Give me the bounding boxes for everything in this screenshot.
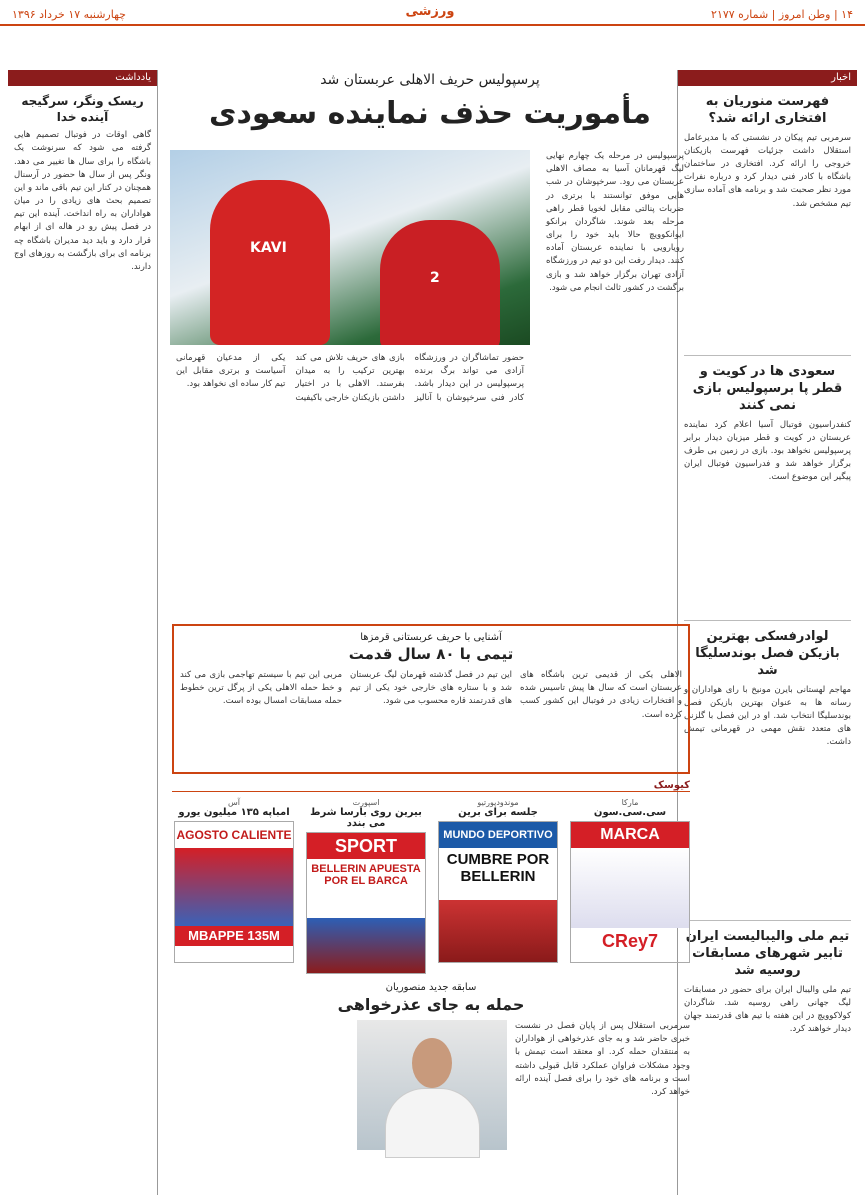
cover-label: مارکا [621, 798, 639, 807]
cover-masthead: AGOSTO CALIENTE [175, 822, 293, 848]
divider [684, 920, 851, 921]
portrait-body [385, 1088, 480, 1158]
divider [684, 355, 851, 356]
cover-title: جلسه برای برین [458, 807, 538, 818]
news-section-label: اخبار [678, 70, 857, 86]
box-columns [180, 669, 682, 722]
main-title: مأموریت حذف نماینده سعودی [209, 96, 651, 131]
box-kicker: آشنایی با حریف عربستانی قرمزها [360, 632, 502, 643]
main-text-column [540, 150, 690, 620]
cover-photo [175, 848, 293, 926]
opinion-title: ریسک ونگر، سرگیجه آینده خدا [21, 94, 144, 124]
boxed-story [172, 624, 690, 774]
main-kicker: پرسپولیس حریف الاهلی عربستان شد [320, 72, 540, 88]
cover-image [306, 832, 426, 974]
cover-label: موندودپورتیو [477, 798, 519, 807]
story4-title: تیم ملی والیبالیست ایران تابیر شهرهای مسابقات روسیه شد [685, 929, 850, 978]
story2-title: سعودی ها در کویت و قطر پا برسپولیس بازی نمی کنند [692, 364, 843, 413]
jersey-text: KAVI [250, 240, 287, 256]
player-figure [210, 180, 330, 345]
opinion-text: گاهی اوقات در فوتبال تصمیم هایی گرفته می شود که سرنوشت یک باشگاه را برای سال ها تغییر می دهد. ونگر پس از سال ها حضور در آرسنال همچنان در کنار این تیم باقی ماند و این تصمیم بحث های زیادی را در میان هواداران به راه انداخت. آینده این تیم در فصل پیش رو در هاله ای از ابهام قرار دارد و باید دید مدیران باشگاه چه برنامه ای برای بازگشت به روزهای اوج دارند. [14, 130, 151, 272]
bottom-text: سرمربی استقلال پس از پایان فصل در نشست خبری حاضر شد و به جای عذرخواهی از هواداران به منتقدان حمله کرد. او معتقد است تیمش با وجود مشکلات فراوان عملکرد قابل قبولی داشته است و برنامه های خود را برای فصل آینده ارائه خواهد کرد. [515, 1021, 690, 1097]
cover-title: امباپه ۱۳۵ میلیون یورو [178, 807, 290, 818]
cover-image [570, 821, 690, 963]
page-date: چهارشنبه ۱۷ خرداد ۱۳۹۶ [12, 8, 126, 21]
cover-headline: CUMBRE POR BELLERIN [446, 851, 550, 885]
page-header [0, 0, 865, 62]
cover-masthead: SPORT [307, 833, 425, 859]
cover-headline: CRey7 [601, 931, 659, 951]
bottom-title: حمله به جای عذرخواهی [337, 995, 525, 1014]
player-figure [380, 220, 500, 345]
main-text-bottom [170, 352, 530, 620]
cover-headline: MBAPPE 135M [175, 926, 293, 946]
portrait-face [412, 1038, 452, 1088]
jersey-text: 2 [430, 270, 440, 286]
cover-label: اسپورت [352, 798, 380, 807]
cover-headline: BELLERIN APUESTA POR EL BARCA [307, 859, 425, 887]
header-rule [0, 24, 865, 26]
cover-image [438, 821, 558, 963]
divider [684, 620, 851, 621]
story2-text: کنفدراسیون فوتبال آسیا اعلام کرد نماینده عربستان در کویت و قطر میزبان دیدار برابر پرسپولیس نخواهد بود. بازی در زمین بی طرف برگزار خواهد شد و فدراسیون فوتبال ایران پیگیر این موضوع است. [684, 419, 851, 483]
box-col: الاهلی یکی از قدیمی ترین باشگاه های عربستان است که سال ها پیش تاسیس شده و افتخارات زیادی در فوتبال این کشور کسب کرده است. [520, 670, 682, 720]
story4-text: تیم ملی والیبال ایران برای حضور در مسابقات لیگ جهانی راهی روسیه شد. شاگردان کولاکوویچ در این هفته با تیم های قدرتمند جهان دیدار خواهند کرد. [684, 984, 851, 1035]
cover-masthead: MARCA [571, 822, 689, 848]
coach-portrait [357, 1020, 507, 1150]
main-story-text: پرسپولیس در مرحله یک چهارم نهایی لیگ قهرمانان آسیا به مصاف الاهلی عربستان می رود. سرخپوشان در شب هایی موفق توانستند با برتری در ضربات پنالتی مقابل لخویا قطر راهی مرحله بعد شوند. شاگردان برانکو ایوانکوویچ حالا باید خود را برای رویارویی با نماینده عربستان آماده کنند. دیدار رفت این دو تیم در ورزشگاه آزادی تهران برگزار خواهد شد و بازی برگشت در کشور ثالث انجام می شود. [546, 151, 684, 293]
main-story-text-continued: حضور تماشاگران در ورزشگاه آزادی می تواند برگ برنده پرسپولیس در این دیدار باشد. کادر فنی سرخپوشان با آنالیز بازی های حریف تلاش می کند بهترین ترکیب را به میدان بفرستد. الاهلی با در اختیار داشتن بازیکنان خارجی باکیفیت یکی از مدعیان قهرمانی آسیاست و برتری مقابل این تیم کار ساده ای نخواهد بود. [176, 353, 524, 403]
section-logo: ورزشی [405, 4, 455, 19]
cover-photo [571, 848, 689, 928]
cover-as [174, 798, 294, 976]
cover-masthead: MUNDO DEPORTIVO [439, 822, 557, 848]
cover-title: سی.سی.سون [593, 807, 667, 818]
bottom-story [172, 982, 690, 1194]
cover-label: آس [228, 798, 240, 807]
main-photo [170, 150, 530, 345]
box-col: مربی این تیم با سیستم تهاجمی بازی می کند و خط حمله الاهلی یکی از پرگل ترین خطوط حمله مسابقات امسال بوده است. [180, 670, 342, 707]
kiosk-heading: کیوسک [172, 780, 690, 792]
story1-title: فهرست منوریان به افتخاری ارائه شد؟ [705, 94, 830, 126]
cover-sport [306, 798, 426, 976]
main-headline-block [170, 72, 690, 131]
cover-mundo [438, 798, 558, 976]
opinion-section-label: یادداشت [8, 70, 157, 86]
box-title: تیمی با ۸۰ سال قدمت [348, 645, 514, 663]
bottom-kicker: سابقه جدید منصوریان [385, 982, 477, 993]
news-column [677, 70, 857, 1195]
cover-photo [307, 918, 425, 973]
story3-title: لوادرفسکی بهترین بازیکن فصل بوندسلیگا شد [695, 629, 840, 678]
cover-image [174, 821, 294, 963]
cover-marca [570, 798, 690, 976]
page-number: ۱۴ | وطن امروز | شماره ۲۱۷۷ [711, 8, 853, 21]
box-col: این تیم در فصل گذشته قهرمان لیگ عربستان شد و با ستاره های خارجی خود یکی از تیم های قدرتمند قاره محسوب می شود. [350, 670, 512, 707]
cover-title: بیرین روی بارسا شرط می بندد [310, 807, 422, 829]
kiosk-section [172, 780, 690, 978]
cover-photo [439, 900, 557, 962]
story1-text: سرمربی تیم پیکان در نشستی که با مدیرعامل استقلال داشت جزئیات فهرست بازیکنان خروجی را ارائه کرد. افتخاری در ساختمان باشگاه با کادر فنی دیدار کرد و درباره نفرات مورد نظر صحبت شد و برنامه های آماده سازی تیم مشخص شد. [684, 132, 851, 209]
story3-text: مهاجم لهستانی بایرن مونیخ با رای هواداران و رسانه ها به عنوان بهترین بازیکن فصل بوندسلیگا انتخاب شد. او در این فصل با گلزنی های متعدد نقش مهمی در قهرمانی تیمش داشت. [684, 684, 851, 748]
opinion-column [8, 70, 158, 1195]
